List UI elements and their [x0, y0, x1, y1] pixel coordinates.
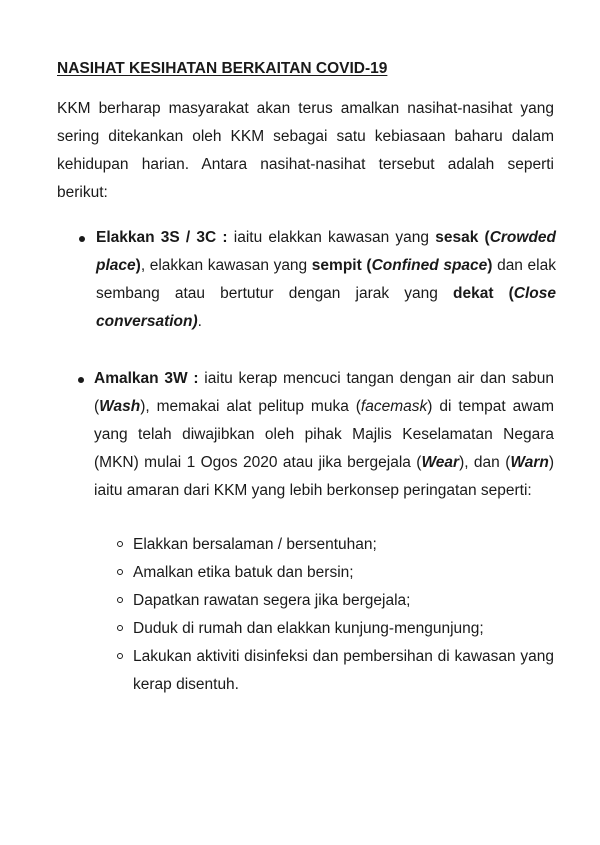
document-title: NASIHAT KESIHATAN BERKAITAN COVID-19 — [57, 60, 388, 77]
circle-bullet-icon — [117, 653, 123, 659]
bold-term: sempit — [311, 257, 362, 274]
bold-paren: ) — [487, 257, 493, 274]
list-item — [117, 559, 554, 587]
bullet-heading: Amalkan 3W : — [94, 370, 199, 387]
bullet-3s-3c — [96, 224, 556, 336]
bullet-text: . — [197, 313, 202, 330]
bullet-text: ) iaitu amaran dari KKM yang lebih berkonsep peringatan seperti: — [94, 454, 555, 499]
sub-item-text: Lakukan aktiviti disinfeksi dan pembersihan di kawasan yang kerap disentuh. — [133, 648, 554, 693]
bold-paren: ) — [135, 257, 141, 274]
circle-bullet-icon — [117, 625, 123, 631]
italic-term: facemask — [360, 398, 428, 415]
bullet-3w — [94, 365, 554, 505]
italic-term: Confined space — [371, 257, 488, 274]
bullet-heading: Elakkan 3S / 3C : — [96, 229, 228, 246]
list-item — [117, 643, 554, 699]
bullet-text: iaitu elakkan kawasan yang — [227, 229, 436, 246]
list-item — [117, 587, 554, 615]
bullet-dot — [79, 236, 85, 242]
italic-term: Wash — [99, 398, 141, 415]
bullet-text: ), memakai alat pelitup muka ( — [140, 398, 361, 415]
sub-item-text: Amalkan etika batuk dan bersin; — [133, 564, 354, 581]
bold-paren: ( — [366, 257, 372, 274]
sub-item-text: Dapatkan rawatan segera jika bergejala; — [133, 592, 411, 609]
list-item — [117, 615, 554, 643]
bold-term: dekat ( — [453, 285, 514, 302]
circle-bullet-icon — [117, 597, 123, 603]
list-item — [117, 531, 554, 559]
intro-paragraph: KKM berharap masyarakat akan terus amalkan nasihat-nasihat yang sering ditekankan oleh KKM sebagai satu kebiasaan baharu dalam kehidupan harian. Antara nasihat-nasihat tersebut adalah seperti berikut: — [57, 100, 554, 201]
sub-item-text: Elakkan bersalaman / bersentuhan; — [133, 536, 377, 553]
sub-list — [117, 531, 554, 699]
circle-bullet-icon — [117, 569, 123, 575]
bullet-text: dan elak sembang atau bertutur dengan jarak yang — [96, 257, 556, 302]
bullet-text: , elakkan kawasan yang — [140, 257, 312, 274]
italic-term: Wear — [421, 454, 460, 471]
bold-paren: ( — [484, 229, 490, 246]
bullet-text: ), dan ( — [459, 454, 511, 471]
circle-bullet-icon — [117, 541, 123, 547]
italic-term: Close conversation) — [96, 285, 556, 330]
sub-item-text: Duduk di rumah dan elakkan kunjung-mengunjung; — [133, 620, 484, 637]
bullet-text: ) di tempat awam yang telah diwajibkan oleh pihak Majlis Keselamatan Negara (MKN) mulai 1 Ogos 2020 atau jika bergejala ( — [94, 398, 554, 471]
bold-term: sesak — [435, 229, 479, 246]
italic-term: Warn — [510, 454, 549, 471]
bullet-dot — [78, 377, 84, 383]
italic-term: Crowded place — [96, 229, 557, 274]
bullet-text: iaitu kerap mencuci tangan dengan air dan sabun ( — [94, 370, 554, 415]
